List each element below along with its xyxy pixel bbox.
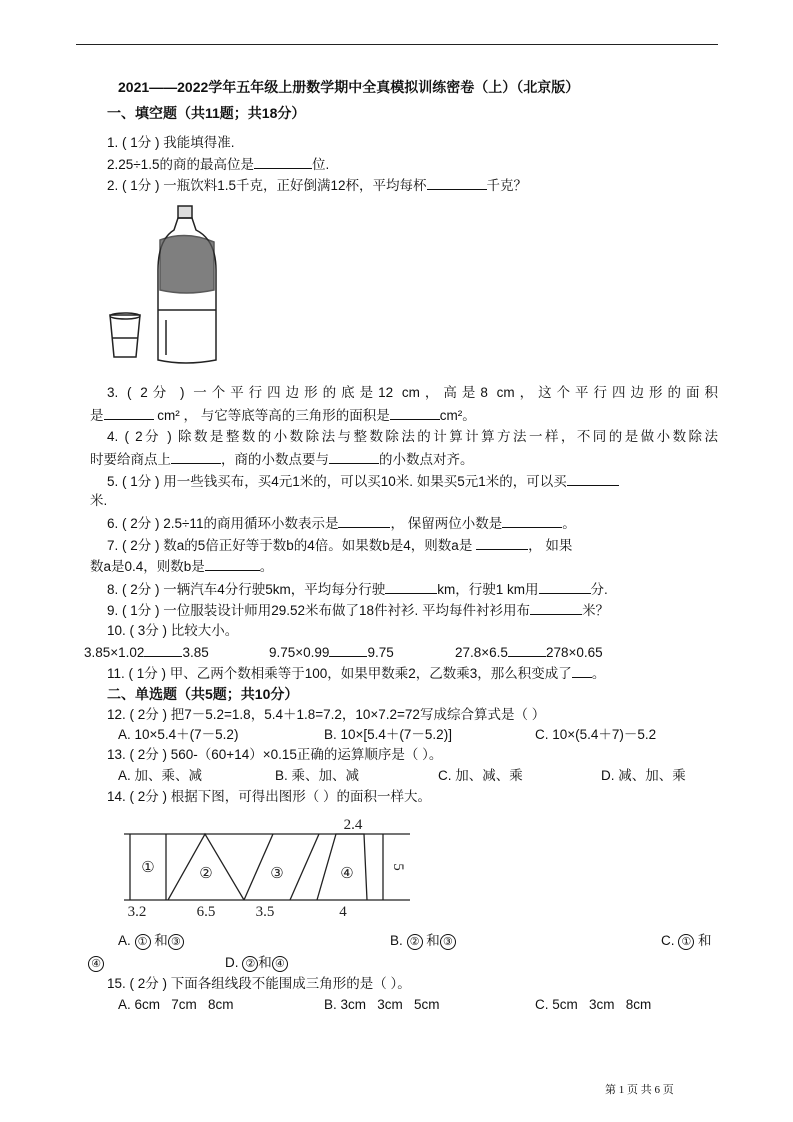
answer-blank[interactable] [329,450,379,464]
text: 。 [259,559,274,574]
option-15a[interactable]: A. 6cm 7cm 8cm [118,997,234,1012]
answer-blank[interactable] [254,155,312,169]
text: 和 [258,955,272,970]
text: 3.85×1.02 [84,645,145,660]
text: 9. ( 1分 ) 一位服装设计师用29.52米布做了18件衬衫. 平均每件衬衫用布 [107,603,531,618]
text: 2. ( 1分 ) 一瓶饮料1.5千克，正好倒满12杯，平均每杯 [107,178,427,193]
answer-blank[interactable] [390,406,440,420]
question-6 [107,514,576,533]
text: ， 如果 [528,538,573,553]
question-11 [107,664,605,683]
option-15c[interactable]: C. 5cm 3cm 8cm [535,997,652,1012]
text: 11. ( 1分 ) 甲、乙两个数相乘等于100，如果甲数乘2，乙数乘3，那么积变成了 [107,666,572,681]
question-15: 15. ( 2分 ) 下面各组线段不能围成三角形的是（ ）。 [107,976,411,991]
question-7-line2 [90,557,273,576]
circled-number: ② [407,934,423,950]
question-8 [107,580,608,599]
shapes-figure [110,810,410,922]
question-9 [107,601,609,620]
text: 和 [426,933,440,948]
option-12c[interactable]: C. 10×(5.4＋7)－5.2 [535,727,657,742]
question-14: 14. ( 2分 ) 根据下图，可得出图形（ ）的面积一样大。 [107,789,432,804]
circled-number: ③ [168,934,184,950]
text: 5. ( 1分 ) 用一些钱买布，买4元1米的，可以买10米. 如果买5元1米的，可以买 [107,474,567,489]
answer-blank[interactable] [205,557,260,571]
comparison-1 [84,643,209,662]
circled-number: ④ [272,956,288,972]
answer-blank[interactable] [427,176,487,190]
circled-number: ① [135,934,151,950]
answer-blank[interactable] [530,601,582,615]
page-title: 2021——2022学年五年级上册数学期中全真模拟训练密卷（上）（北京版） [118,79,580,95]
section-heading-1: 一、填空题（共11题；共18分） [107,105,306,121]
comparison-3 [455,643,603,662]
text: B. [390,933,403,948]
option-13c[interactable]: C. 加、减、乘 [438,768,523,783]
circled-number: ④ [88,956,104,972]
circled-number: ② [242,956,258,972]
option-14c[interactable] [661,932,712,950]
text: ， 保留两位小数是 [390,516,503,531]
bottle-and-cup-illustration [100,200,230,370]
text: 8. ( 2分 ) 一辆汽车4分行驶5km，平均每分行驶 [107,582,386,597]
option-14d[interactable] [225,954,288,972]
text: 278×0.65 [545,645,603,660]
dim-label: 5 [390,863,406,871]
text: 。 [562,516,576,531]
text: A. [118,933,131,948]
text: 是 [90,408,104,423]
answer-blank[interactable] [104,406,154,420]
dim-label: 2.4 [343,817,363,833]
answer-blank[interactable] [385,580,437,594]
option-12a[interactable]: A. 10×5.4＋(7－5.2) [118,727,239,742]
text: 分. [590,582,608,597]
text: 时要给商点上 [90,452,171,467]
text: 6. ( 2分 ) 2.5÷11的商用循环小数表示是 [107,516,339,531]
option-14a[interactable] [118,932,184,950]
option-14c-cont [88,954,104,972]
question-5 [107,472,619,491]
text: D. [225,955,239,970]
comparison-2 [269,643,394,662]
option-13d[interactable]: D. 减、加、乘 [601,768,686,783]
circled-number: ① [678,934,694,950]
answer-blank[interactable] [572,664,592,678]
question-5-line2: 米. [90,493,108,508]
text: C. [661,933,675,948]
text: cm²。 [439,408,476,423]
option-12b[interactable]: B. 10×[5.4＋(7－5.2)] [324,727,452,742]
text: 和 [154,933,168,948]
question-4-line2 [90,450,474,469]
text: 9.75×0.99 [269,645,330,660]
question-7 [107,536,572,555]
option-13b[interactable]: B. 乘、加、减 [275,768,360,783]
section-heading-2: 二、单选题（共5题；共10分） [107,686,299,702]
text: 9.75 [367,645,394,660]
question-12: 12. ( 2分 ) 把7－5.2=1.8，5.4＋1.8=7.2，10×7.2=72写成综合算式是（ ） [107,707,546,722]
dim-label: 3.2 [127,904,147,920]
answer-blank[interactable] [508,643,546,657]
question-10: 10. ( 3分 ) 比较大小。 [107,623,239,638]
text: 位. [311,157,330,172]
shape-label-1: ① [141,860,155,876]
option-13a[interactable]: A. 加、乘、减 [118,768,203,783]
question-13: 13. ( 2分 ) 560-（60+14）×0.15正确的运算顺序是（ ）。 [107,747,443,762]
answer-blank[interactable] [567,472,619,486]
dim-label: 3.5 [255,904,275,920]
answer-blank[interactable] [539,580,591,594]
shape-label-3: ③ [270,866,284,882]
text: 27.8×6.5 [455,645,508,660]
question-2 [107,176,527,195]
question-3-line2 [90,406,476,425]
answer-blank[interactable] [476,536,528,550]
answer-blank[interactable] [329,643,367,657]
text: 2.25÷1.5的商的最高位是 [107,157,254,172]
dim-label: 4 [339,904,347,920]
cup-icon [110,315,140,357]
text: 7. ( 2分 ) 数a的5倍正好等于数b的4倍。如果数b是4，则数a是 [107,538,473,553]
text: 。 [591,666,606,681]
text: 3.85 [182,645,209,660]
text: ，商的小数点要与 [221,452,329,467]
text: 米？ [582,603,610,618]
text: 和 [698,933,712,948]
dim-label: 6.5 [196,904,216,920]
text: cm² ， 与它等底等高的三角形的面积是 [157,408,390,423]
text: 千克？ [486,178,528,193]
header-rule [76,44,718,45]
circled-number: ③ [440,934,456,950]
question-4: 4. ( 2分 ) 除数是整数的小数除法与整数除法的计算计算方法一样，不同的是做小数除法 [107,429,718,444]
answer-blank[interactable] [502,514,562,528]
answer-blank[interactable] [144,643,182,657]
text: 的小数点对齐。 [379,452,474,467]
option-14b[interactable] [390,932,456,950]
question-1-sub [107,155,329,174]
answer-blank[interactable] [338,514,390,528]
text: km，行驶1 km用 [437,582,539,597]
page-footer: 第 1 页 共 6 页 [605,1084,674,1096]
question-3: 3. ( 2分 ) 一个平行四边形的底是12 cm，高是8 cm，这个平行四边形的面积 [107,385,718,400]
option-15b[interactable]: B. 3cm 3cm 5cm [324,997,440,1012]
shape-label-4: ④ [340,866,354,882]
text: 数a是0.4，则数b是 [90,559,205,574]
bottle-icon [158,206,216,363]
shape-label-2: ② [199,866,213,882]
answer-blank[interactable] [171,450,221,464]
question-1: 1. ( 1分 ) 我能填得准. [107,135,235,150]
